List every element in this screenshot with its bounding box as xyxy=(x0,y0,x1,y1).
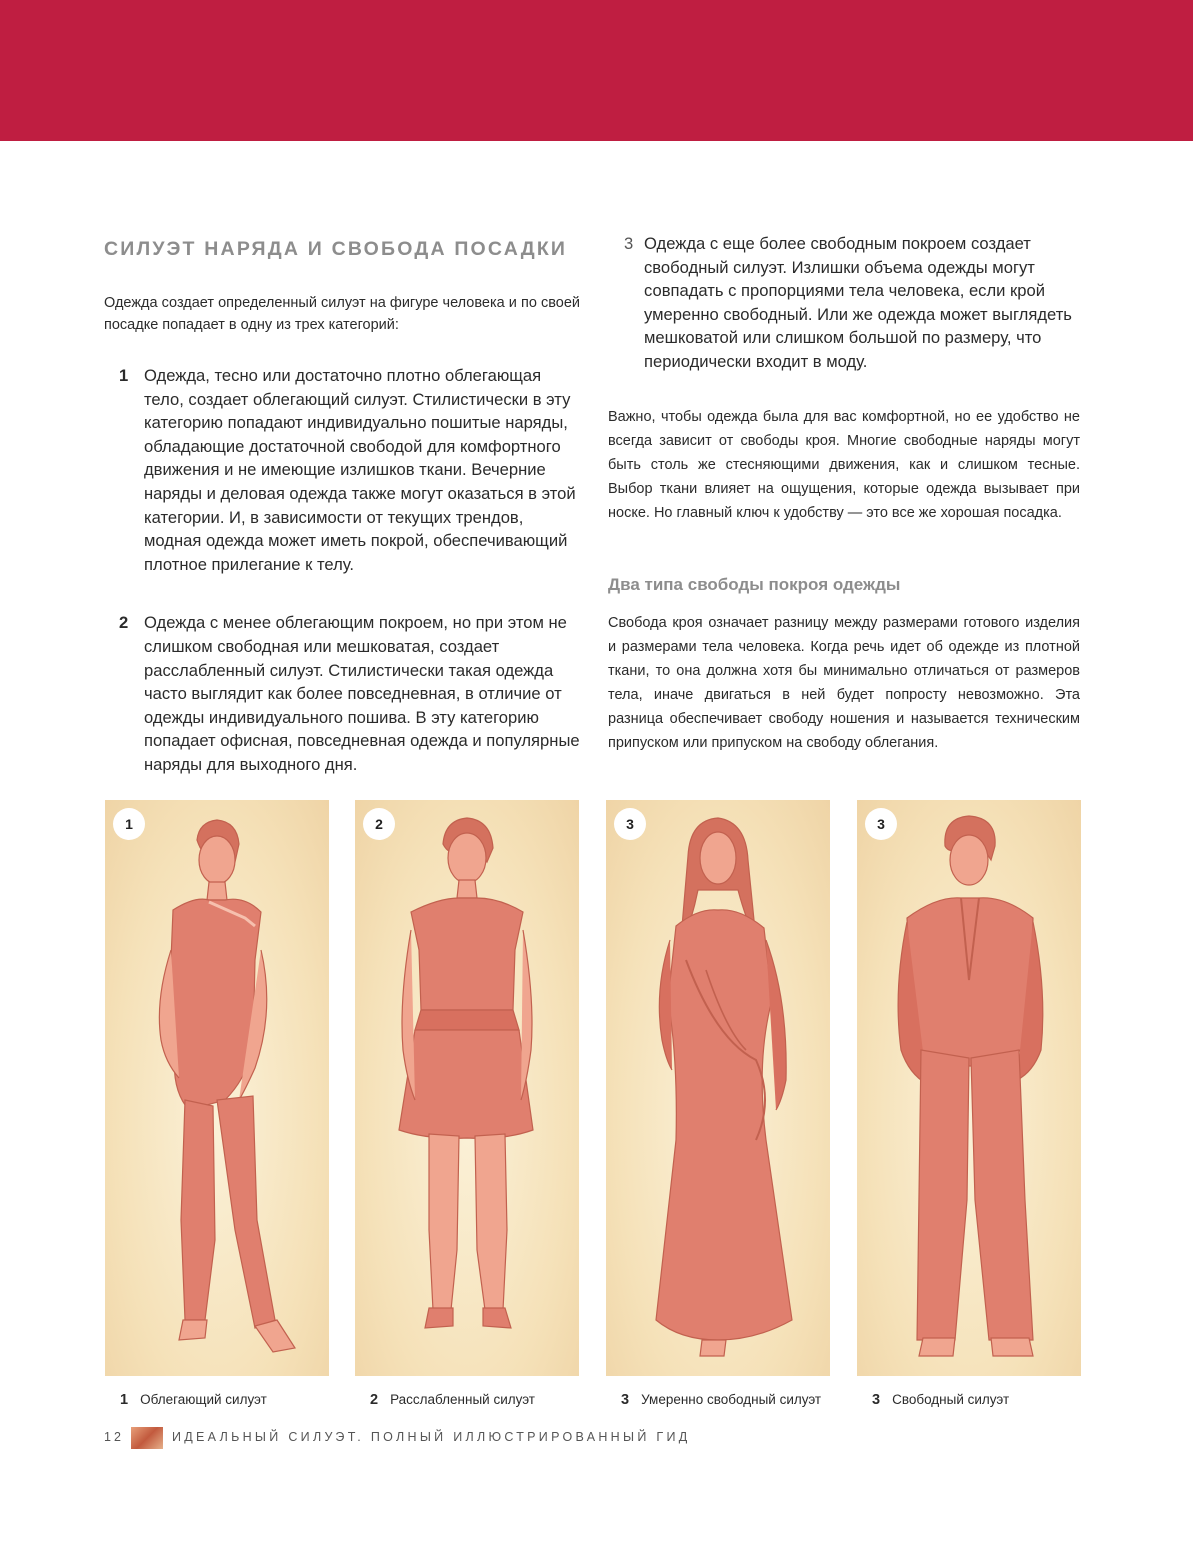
caption-text: Расслабленный силуэт xyxy=(390,1392,535,1407)
moderately-loose-silhouette-illustration xyxy=(606,800,830,1376)
header-color-band xyxy=(0,0,1193,141)
caption-number: 2 xyxy=(370,1392,379,1408)
figure-badge: 1 xyxy=(113,808,145,840)
figure-caption-4 xyxy=(872,1390,1009,1410)
list-text: Одежда с еще более свободным покроем создает свободный силуэт. Излишки объема одежды могут совпадать с пропорциями тела человека, если крой умеренно свободный. Или же одежда может выглядеть мешковатой или слишком большой по размеру, что периодически входит в моду. xyxy=(644,234,1072,371)
fitted-silhouette-illustration xyxy=(105,800,329,1376)
list-item-3 xyxy=(608,232,1080,374)
caption-number: 1 xyxy=(120,1392,129,1408)
footer-thumbnail-image xyxy=(131,1427,163,1449)
figure-panel-moderately-loose xyxy=(606,800,830,1376)
figure-badge: 3 xyxy=(614,808,646,840)
caption-text: Облегающий силуэт xyxy=(140,1392,267,1407)
intro-paragraph: Одежда создает определенный силуэт на фигуре человека и по своей посадке попадает в одну из трех категорий: xyxy=(104,295,580,333)
figure-panel-loose xyxy=(857,800,1081,1376)
caption-number: 3 xyxy=(621,1392,630,1408)
section-title: СИЛУЭТ НАРЯДА И СВОБОДА ПОСАДКИ xyxy=(104,238,568,260)
list-text: Одежда, тесно или достаточно плотно облегающая тело, создает облегающий силуэт. Стилистически в эту категорию попадают индивидуально пошитые наряды, обладающие достаточной свободой для комфортного движения и не имеющие излишков ткани. Вечерние наряды и деловая одежда также могут оказаться в этой категории. И, в зависимости от текущих трендов, модная одежда может иметь покрой, обеспечивающий плотное прилегание к телу. xyxy=(144,366,576,574)
list-number: 1 xyxy=(119,366,129,385)
list-number: 3 xyxy=(624,234,634,253)
caption-text: Умеренно свободный силуэт xyxy=(641,1392,822,1407)
page-number: 12 xyxy=(104,1430,124,1444)
ease-paragraph: Свобода кроя означает разницу между размерами готового изделия и размерами тела человека. Когда речь идет об одежде из плотной ткани, то она должна хотя бы минимально отличаться от размеров тела, иначе двигаться в ней будет попросту невозможно. Эта разница обеспечивает свободу ношения и называется техническим припуском или припуском на свободу облегания. xyxy=(608,614,1080,751)
comfort-paragraph: Важно, чтобы одежда была для вас комфортной, но ее удобство не всегда зависит от свободы кроя. Многие свободные наряды могут быть столь же стесняющими движения, как и слишком тесные. Выбор ткани влияет на ощущения, которые одежда вызывает при носке. Но главный ключ к удобству — это все же хорошая посадка. xyxy=(608,408,1080,521)
figure-caption-3 xyxy=(621,1390,821,1410)
right-column xyxy=(608,232,1080,755)
loose-silhouette-illustration xyxy=(857,800,1081,1376)
figure-panel-relaxed xyxy=(355,800,579,1376)
list-item-1 xyxy=(104,364,580,576)
relaxed-silhouette-illustration xyxy=(355,800,579,1376)
figure-badge: 2 xyxy=(363,808,395,840)
list-item-2 xyxy=(104,611,580,776)
figure-badge: 3 xyxy=(865,808,897,840)
caption-text: Свободный силуэт xyxy=(892,1392,1010,1407)
figure-caption-2 xyxy=(370,1390,535,1410)
caption-number: 3 xyxy=(872,1392,881,1408)
left-column xyxy=(104,232,580,777)
figure-caption-1 xyxy=(120,1390,267,1410)
list-text: Одежда с менее облегающим покроем, но при этом не слишком свободная или мешковатая, создает расслабленный силуэт. Стилистически такая одежда часто выглядит как более повседневная, в отличие от одежды индивидуального пошива. В эту категорию попадает офисная, повседневная одежда и популярные наряды для выходного дня. xyxy=(144,613,580,774)
list-number: 2 xyxy=(119,613,129,633)
figure-panel-fitted xyxy=(105,800,329,1376)
subheading: Два типа свободы покроя одежды xyxy=(608,574,901,594)
book-title: ИДЕАЛЬНЫЙ СИЛУЭТ. ПОЛНЫЙ ИЛЛЮСТРИРОВАННЫЙ ГИД xyxy=(172,1430,691,1444)
